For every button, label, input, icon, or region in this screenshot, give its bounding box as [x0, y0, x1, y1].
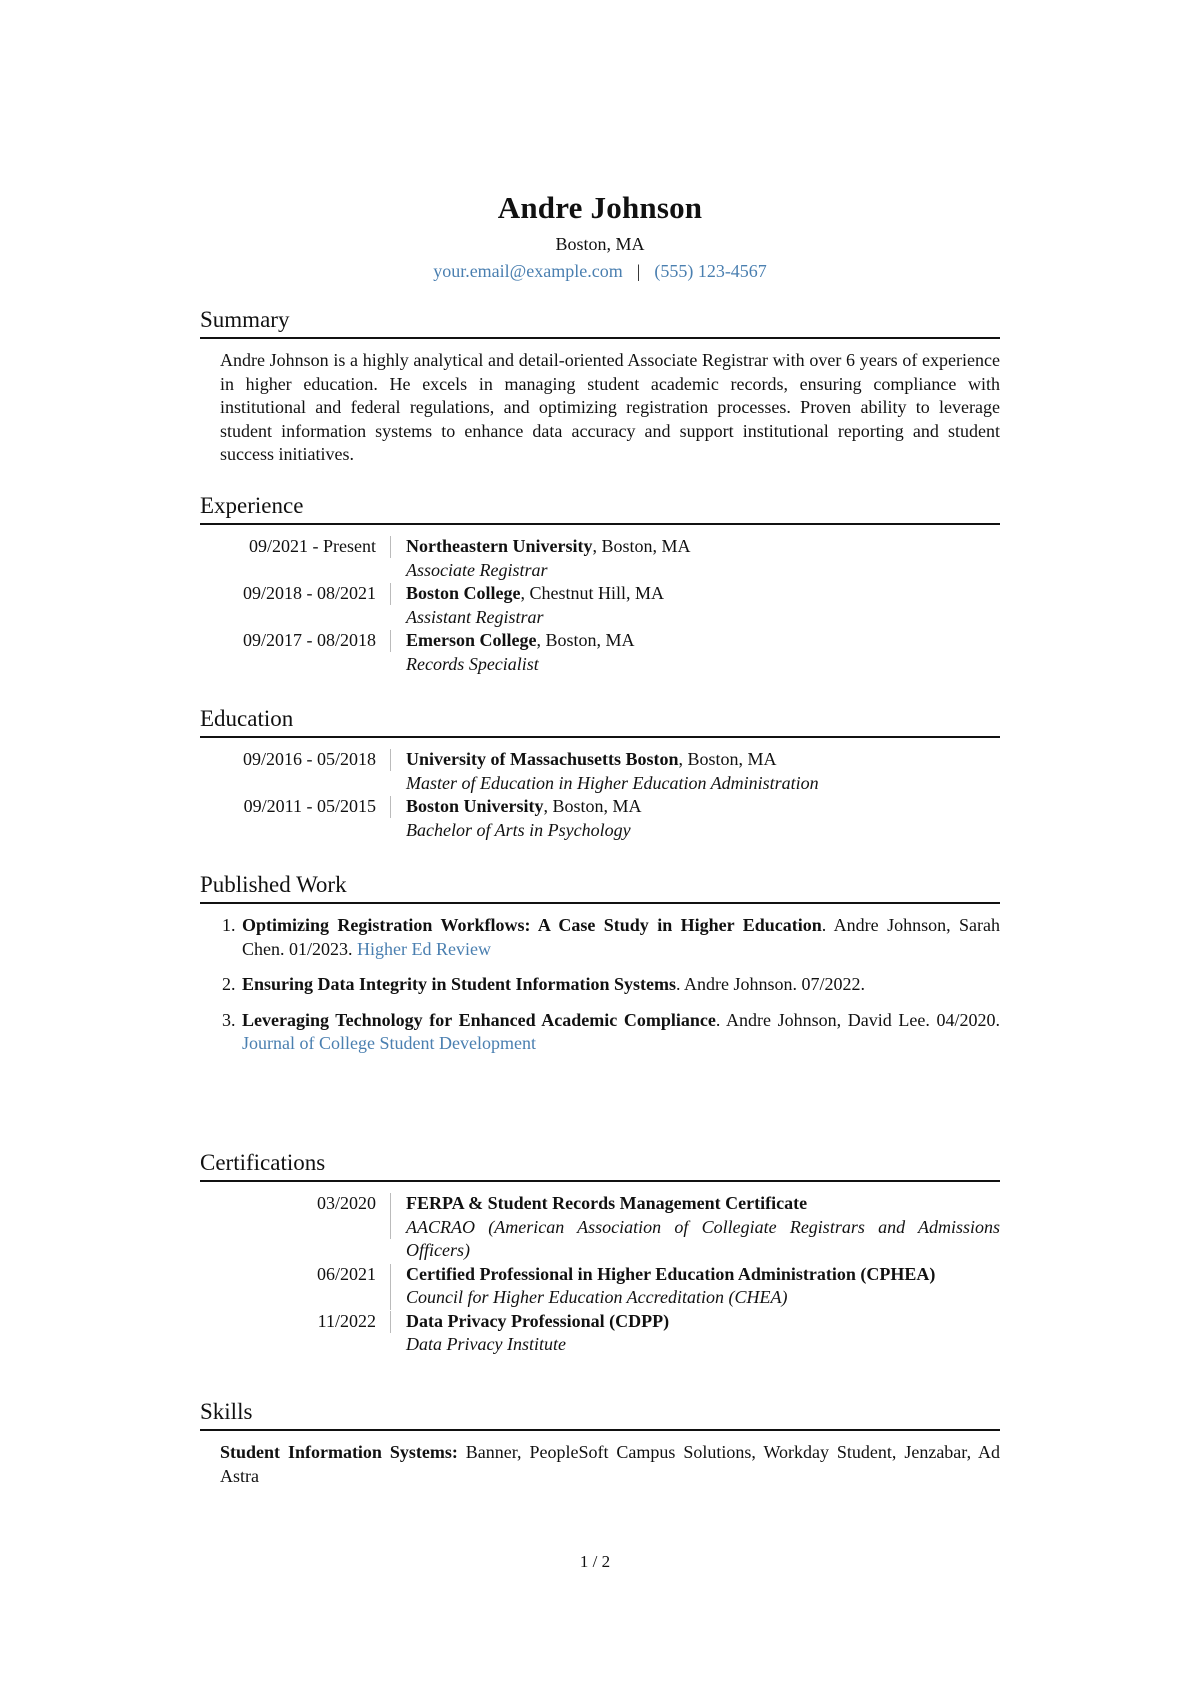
- entry-org: Northeastern University: [406, 536, 593, 556]
- entry-school: University of Massachusetts Boston: [406, 749, 679, 769]
- skill-value: Banner, PeopleSoft Campus Solutions, Workday Student, Jenzabar, Ad Astra: [220, 1442, 1000, 1486]
- entry-date: 06/2021: [316, 1263, 376, 1284]
- phone-link[interactable]: (555) 123-4567: [654, 261, 767, 281]
- entry-date: 09/2016 - 05/2018: [243, 749, 376, 769]
- experience-entry: [200, 629, 1000, 676]
- entry-degree: Master of Education in Higher Education Administration: [406, 772, 819, 793]
- skill-label: Student Information Systems:: [220, 1442, 458, 1462]
- publication-details: . Andre Johnson. 07/2022.: [676, 974, 866, 994]
- entry-role: Records Specialist: [406, 653, 539, 674]
- publication-item: [240, 1009, 1000, 1056]
- certification-issuer: Data Privacy Institute: [406, 1334, 566, 1354]
- entry-role: Associate Registrar: [406, 559, 548, 580]
- experience-entry: [200, 582, 1000, 629]
- certification-name: Certified Professional in Higher Education Administration (CPHEA): [406, 1263, 936, 1284]
- page-number: 1 / 2: [579, 1552, 611, 1571]
- entry-school: Boston University: [406, 796, 544, 816]
- entry-date: 11/2022: [317, 1310, 376, 1331]
- section-heading-experience: Experience: [200, 491, 1000, 525]
- publication-title: Optimizing Registration Workflows: A Case Study in Higher Education: [242, 915, 822, 935]
- certification-name: FERPA & Student Records Management Certificate: [406, 1193, 808, 1213]
- skill-item: [200, 1441, 1000, 1488]
- entry-date: 03/2020: [316, 1193, 376, 1213]
- contact-line: [200, 258, 1000, 284]
- entry-location: , Boston, MA: [678, 749, 777, 769]
- publication-item: [240, 973, 1000, 997]
- candidate-name: Andre Johnson: [497, 190, 703, 225]
- section-heading-published-work: Published Work: [200, 870, 1000, 904]
- entry-org: Emerson College: [406, 630, 537, 650]
- publication-item: [240, 914, 1000, 961]
- certifications-section: [200, 1148, 1000, 1357]
- certification-entry: [200, 1192, 1000, 1263]
- education-entry: [200, 748, 1000, 795]
- entry-location: , Boston, MA: [543, 796, 642, 816]
- email-link[interactable]: your.email@example.com: [433, 261, 623, 281]
- resume-header: [200, 188, 1000, 284]
- publication-details: . Andre Johnson, David Lee. 04/2020.: [715, 1009, 1000, 1030]
- experience-section: [200, 491, 1000, 676]
- certification-issuer: AACRAO (American Association of Collegiate Registrars and Admissions Officers): [406, 1216, 1000, 1260]
- entry-location: , Boston, MA: [592, 536, 691, 556]
- publication-title: Ensuring Data Integrity in Student Information Systems: [242, 974, 677, 994]
- section-heading-skills: Skills: [200, 1397, 1000, 1431]
- summary-text: Andre Johnson is a highly analytical and detail-oriented Associate Registrar with over 6 years of experience in higher education. He excels in managing student academic records, ensuring compliance with institutional and federal regulations, and optimizing registration processes. Proven ability to leverage student information systems to enhance data accuracy and support institutional reporting and student success initiatives.: [220, 350, 1000, 464]
- section-heading-education: Education: [200, 704, 1000, 738]
- entry-location: , Chestnut Hill, MA: [520, 583, 665, 603]
- summary-section: [200, 305, 1000, 467]
- published-work-section: [200, 870, 1000, 1068]
- publication-venue-link[interactable]: Higher Ed Review: [357, 938, 491, 959]
- entry-location: , Boston, MA: [536, 630, 635, 650]
- section-heading-summary: Summary: [200, 305, 1000, 339]
- publication-list: [200, 914, 1000, 1056]
- publication-venue-link[interactable]: Journal of College Student Development: [242, 1033, 536, 1053]
- contact-separator: |: [636, 261, 641, 281]
- entry-org: Boston College: [406, 583, 521, 603]
- certification-name: Data Privacy Professional (CDPP): [406, 1310, 670, 1331]
- section-heading-certifications: Certifications: [200, 1148, 1000, 1182]
- entry-date: 09/2017 - 08/2018: [243, 630, 376, 650]
- entry-role: Assistant Registrar: [406, 606, 544, 627]
- education-section: [200, 704, 1000, 842]
- publication-title: Leveraging Technology for Enhanced Academic Compliance: [242, 1009, 716, 1030]
- candidate-location: Boston, MA: [555, 234, 645, 254]
- certification-issuer: Council for Higher Education Accreditation (CHEA): [406, 1287, 788, 1307]
- certification-entry: [200, 1310, 1000, 1357]
- entry-date: 09/2018 - 08/2021: [243, 583, 376, 603]
- entry-degree: Bachelor of Arts in Psychology: [406, 819, 631, 840]
- entry-date: 09/2021 - Present: [249, 536, 376, 556]
- certification-entry: [200, 1263, 1000, 1310]
- publication-details: . Andre Johnson, Sarah Chen. 01/2023.: [242, 915, 1000, 959]
- entry-date: 09/2011 - 05/2015: [243, 796, 376, 816]
- experience-entry: [200, 535, 1000, 582]
- education-entry: [200, 795, 1000, 842]
- skills-section: [200, 1397, 1000, 1488]
